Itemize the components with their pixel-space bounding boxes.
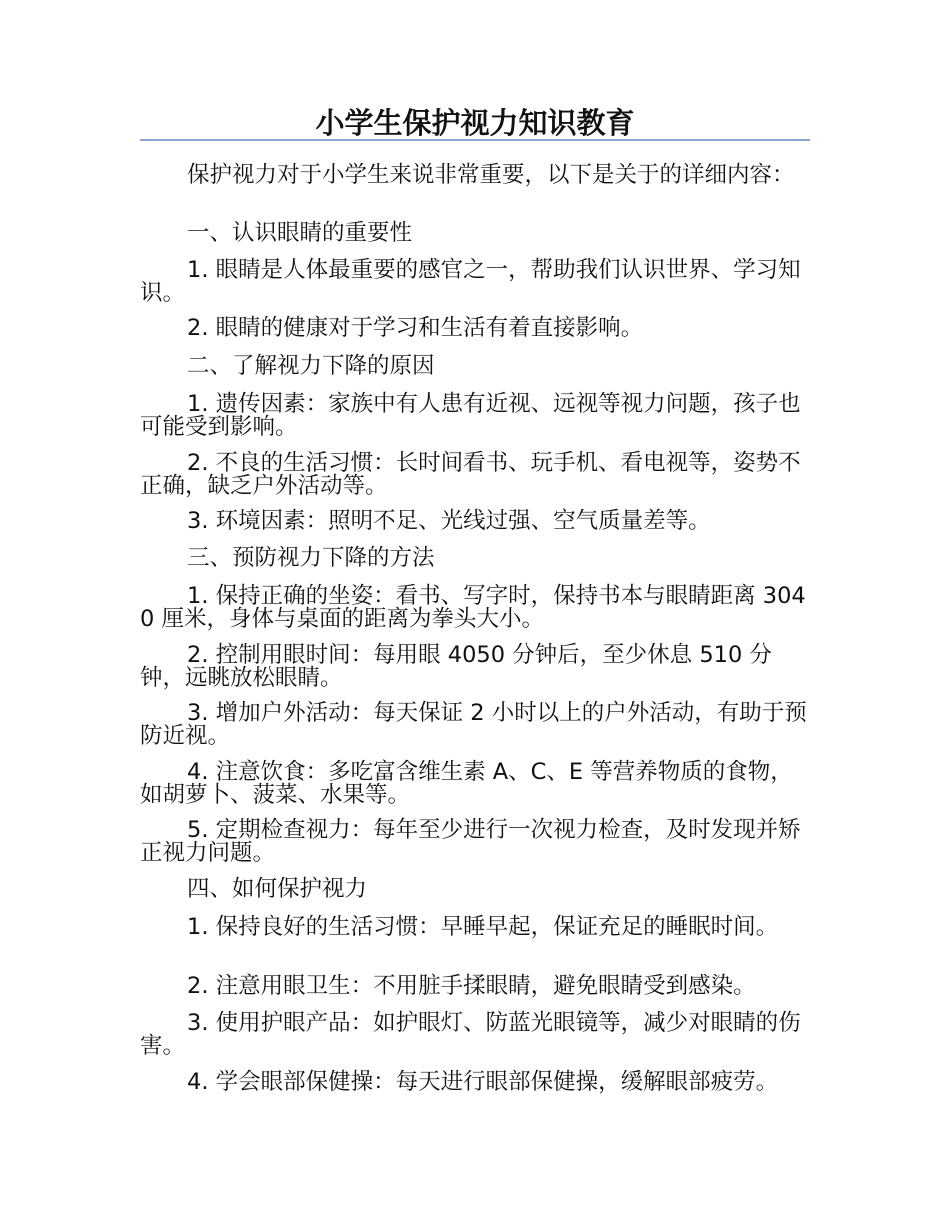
paragraph-3-4: 4. 注意饮食：多吃富含维生素 A、C、E 等营养物质的食物，如胡萝卜、菠菜、水果等。 [140, 759, 793, 808]
paragraph-4-2: 2. 注意用眼卫生：不用脏手揉眼睛，避免眼睛受到感染。 [187, 973, 756, 999]
paragraph-1-1: 1. 眼睛是人体最重要的感官之一，帮助我们认识世界、学习知识。 [140, 257, 801, 306]
paragraph-2-2: 2. 不良的生活习惯：长时间看书、玩手机、看电视等，姿势不正确，缺乏户外活动等。 [140, 450, 801, 499]
paragraph-4-3: 3. 使用护眼产品：如护眼灯、防蓝光眼镜等，减少对眼睛的伤害。 [140, 1010, 801, 1059]
paragraph-3-1: 1. 保持正确的坐姿：看书、写字时，保持书本与眼睛距离 3040 厘米，身体与桌面的距离为拳头大小。 [140, 583, 806, 632]
paragraph-4-1: 1. 保持良好的生活习惯：早睡早起，保证充足的睡眠时间。 [187, 914, 779, 940]
paragraph-3-3: 3. 增加户外活动：每天保证 2 小时以上的户外活动，有助于预防近视。 [140, 700, 807, 749]
paragraph-2-3: 3. 环境因素：照明不足、光线过强、空气质量差等。 [187, 508, 711, 534]
title-underline [140, 139, 810, 141]
document-title: 小学生保护视力知识教育 [315, 106, 635, 140]
heading-section-1: 一、认识眼睛的重要性 [187, 220, 413, 246]
heading-section-3: 三、预防视力下降的方法 [187, 545, 435, 571]
paragraph-intro: 保护视力对于小学生来说非常重要，以下是关于的详细内容： [187, 162, 795, 188]
paragraph-3-2: 2. 控制用眼时间：每用眼 4050 分钟后，至少休息 510 分钟，远眺放松眼睛。 [140, 642, 772, 691]
paragraph-2-1: 1. 遗传因素：家族中有人患有近视、远视等视力问题，孩子也可能受到影响。 [140, 391, 801, 440]
paragraph-1-2: 2. 眼睛的健康对于学习和生活有着直接影响。 [187, 315, 644, 341]
heading-section-2: 二、了解视力下降的原因 [187, 353, 435, 379]
heading-section-4: 四、如何保护视力 [187, 876, 368, 902]
paragraph-3-5: 5. 定期检查视力：每年至少进行一次视力检查，及时发现并矫正视力问题。 [140, 817, 801, 866]
paragraph-4-4: 4. 学会眼部保健操：每天进行眼部保健操，缓解眼部疲劳。 [187, 1069, 779, 1095]
